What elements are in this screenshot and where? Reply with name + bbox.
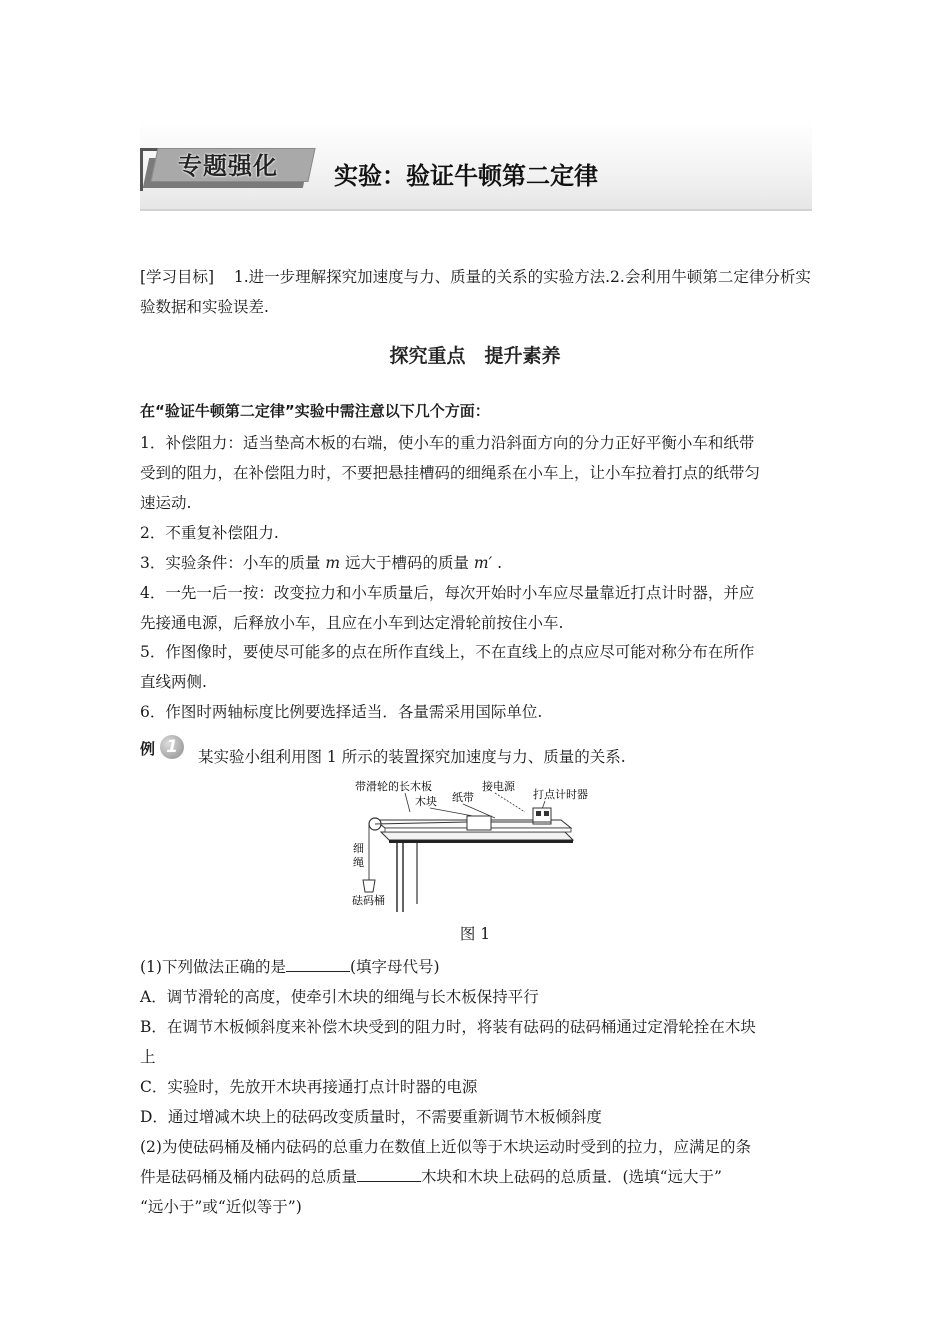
q2-line-3: “远小于”或“近似等于”) [140, 1198, 302, 1216]
label-tape: 纸带 [452, 791, 474, 804]
point-2: 2．不重复补偿阻力. [140, 524, 279, 542]
apparatus-figure [345, 776, 605, 916]
figure-caption: 图 1 [459, 925, 491, 943]
point-3 [140, 548, 812, 578]
example-number-badge: 1 [160, 735, 184, 759]
point-3-var-m-prime: m′ [473, 554, 493, 572]
point-3-pre: 3．实验条件：小车的质量 [140, 554, 321, 572]
intro-line: 在“验证牛顿第二定律”实验中需注意以下几个方面： [140, 402, 490, 420]
point-4-line-2: 先接通电源，后释放小车，且应在小车到达定滑轮前按住小车. [140, 614, 564, 632]
q2-line-2-post: 木块和木块上砝码的总质量．(选填“远大于” [421, 1168, 722, 1186]
header-divider [140, 209, 812, 211]
example-label: 例 [140, 740, 156, 758]
q1-option-c: C．实验时，先放开木块再接通打点计时器的电源 [140, 1078, 478, 1096]
page-title: 实验：验证牛顿第二定律 [334, 162, 598, 190]
label-timer: 打点计时器 [533, 788, 588, 801]
label-board: 带滑轮的长木板 [355, 780, 432, 793]
q1-option-b-line-1: B．在调节木板倾斜度来补偿木块受到的阻力时，将装有砝码的砝码桶通过定滑轮拴在木块 [140, 1018, 756, 1036]
point-3-post: . [497, 554, 502, 572]
learning-goals-text: 1.进一步理解探究加速度与力、质量的关系的实验方法.2.会利用牛顿第二定律分析实验数据和实验误差. [140, 268, 811, 316]
point-3-mid: 远大于槽码的质量 [344, 554, 469, 572]
section-heading: 探究重点 提升素养 [389, 345, 561, 367]
q1-option-d: D．通过增减木块上的砝码改变质量时，不需要重新调节木板倾斜度 [140, 1108, 602, 1126]
point-6: 6．作图时两轴标度比例要选择适当．各量需采用国际单位. [140, 703, 543, 721]
q1-stem-post: (填字母代号) [349, 958, 440, 976]
example-text: 某实验小组利用图 1 所示的装置探究加速度与力、质量的关系. [198, 748, 626, 766]
q1-option-a: A．调节滑轮的高度，使牵引木块的细绳与长木板保持平行 [140, 988, 539, 1006]
label-rope-2: 绳 [353, 856, 364, 869]
point-1-line-1: 1．补偿阻力：适当垫高木板的右端，使小车的重力沿斜面方向的分力正好平衡小车和纸带 [140, 434, 755, 452]
point-5-line-1: 5．作图像时，要使尽可能多的点在所作直线上，不在直线上的点应尽可能对称分布在所作 [140, 643, 755, 661]
point-4-line-1: 4．一先一后一按：改变拉力和小车质量后，每次开始时小车应尽量靠近打点计时器，并应 [140, 584, 755, 602]
point-1-line-2: 受到的阻力，在补偿阻力时，不要把悬挂槽码的细绳系在小车上，让小车拉着打点的纸带匀 [140, 464, 761, 482]
q2-answer-blank[interactable] [357, 1165, 421, 1182]
q1-answer-blank[interactable] [286, 955, 350, 972]
topic-tag-label: 专题强化 [178, 152, 278, 180]
learning-goals-label: [学习目标] [140, 268, 215, 286]
point-1-line-3: 速运动. [140, 494, 192, 512]
point-5-line-2: 直线两侧. [140, 673, 207, 691]
label-bucket: 砝码桶 [352, 894, 385, 907]
learning-goals [140, 262, 812, 322]
q1-stem [140, 952, 812, 982]
q1-option-b-line-2: 上 [140, 1048, 156, 1066]
q1-stem-pre: (1)下列做法正确的是 [140, 958, 286, 976]
label-block: 木块 [415, 795, 437, 808]
q2-line-2 [140, 1162, 812, 1192]
point-3-var-m: m [325, 554, 341, 572]
label-rope-1: 细 [353, 842, 364, 855]
q2-line-1: (2)为使砝码桶及桶内砝码的总重力在数值上近似等于木块运动时受到的拉力，应满足的条 [140, 1138, 751, 1156]
label-power: 接电源 [482, 780, 515, 793]
q2-line-2-pre: 件是砝码桶及桶内砝码的总质量 [140, 1168, 358, 1186]
